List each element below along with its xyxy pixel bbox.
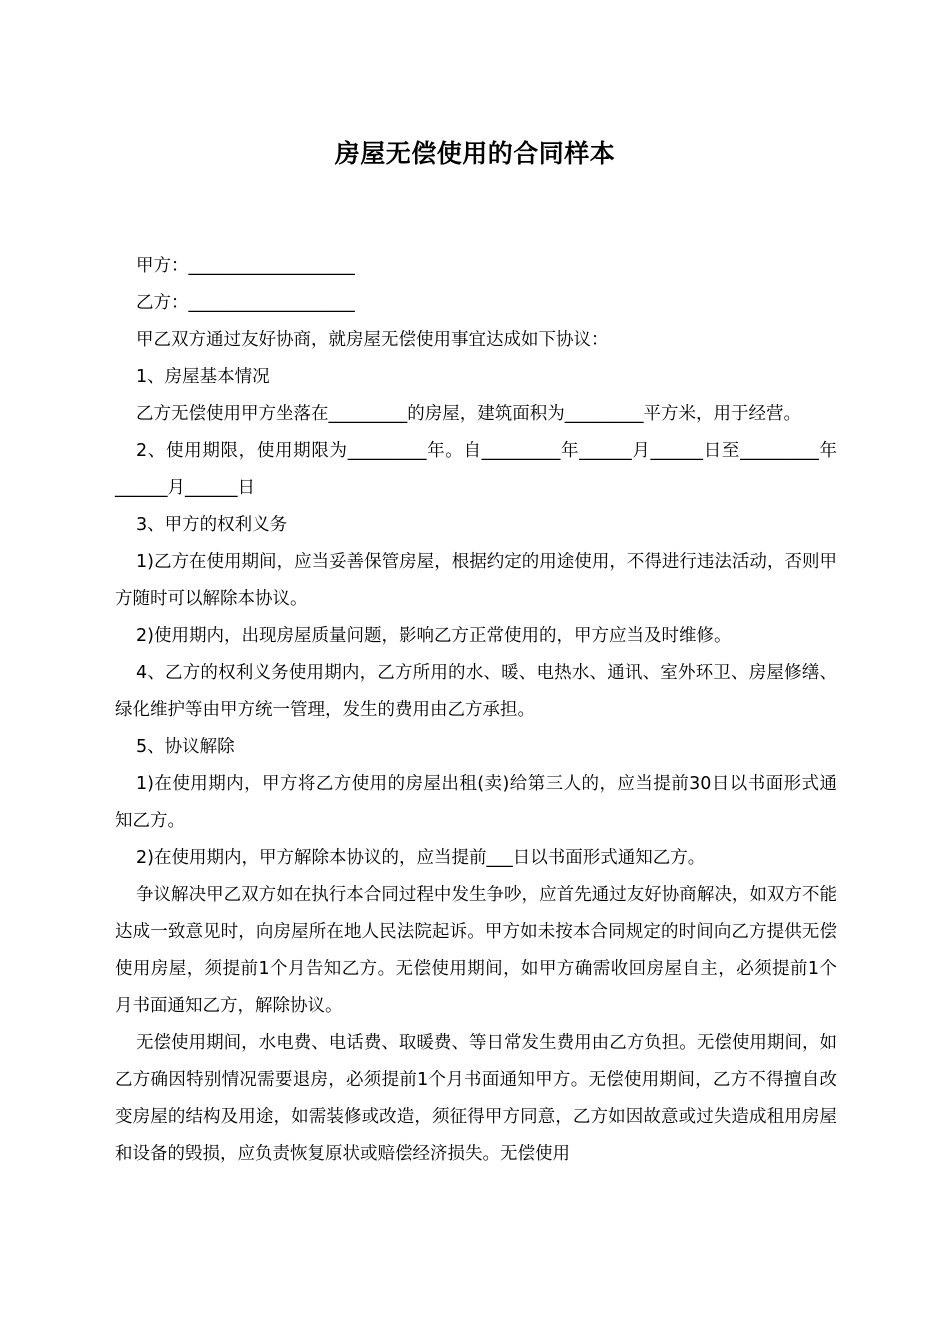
section-5-heading: 5、协议解除 <box>136 737 235 757</box>
section-1-heading: 1、房屋基本情况 <box>136 367 270 387</box>
party-a-label: 甲方： <box>136 256 189 276</box>
contract-body <box>115 248 837 1173</box>
dispute-paragraph: 争议解决甲乙双方如在执行本合同过程中发生争吵，应首先通过友好协商解决，如双方不能达成一致意见时，向房屋所在地人民法院起诉。甲方如未按本合同规定的时间向乙方提供无偿使用房屋，须提前1个月告知乙方。无偿使用期间，如甲方确需收回房屋自主，必须提前1个月书面通知乙方，解除协议。 <box>115 885 837 1016</box>
section-3-item-2: 2)使用期内，出现房屋质量问题，影响乙方正常使用的，甲方应当及时维修。 <box>136 626 732 646</box>
intro-paragraph: 甲乙双方通过友好协商，就房屋无偿使用事宜达成如下协议： <box>136 330 609 350</box>
party-a-line <box>115 248 837 285</box>
party-a-blank: ___________________ <box>188 256 355 276</box>
section-1-body: 乙方无偿使用甲方坐落在_________的房屋，建筑面积为_________平方米，用于经营。 <box>136 404 801 424</box>
section-4-body: 4、乙方的权利义务使用期内，乙方所用的水、暖、电热水、通讯、室外环卫、房屋修缮、绿化维护等由甲方统一管理，发生的费用由乙方承担。 <box>115 663 837 720</box>
section-5-item-1: 1)在使用期内，甲方将乙方使用的房屋出租(卖)给第三人的，应当提前30日以书面形式通知乙方。 <box>115 774 837 831</box>
section-3-item-1: 1)乙方在使用期间，应当妥善保管房屋，根据约定的用途使用，不得进行违法活动，否则甲方随时可以解除本协议。 <box>115 552 837 609</box>
section-2-term: 2、使用期限，使用期限为_________年。自_________年______月______日至_________年______月______日 <box>115 441 837 498</box>
party-b-blank: ___________________ <box>188 293 355 313</box>
section-5-item-2: 2)在使用期内，甲方解除本协议的，应当提前___日以书面形式通知乙方。 <box>136 848 706 868</box>
fees-paragraph: 无偿使用期间，水电费、电话费、取暖费、等日常发生费用由乙方负担。无偿使用期间，如乙方确因特别情况需要退房，必须提前1个月书面通知甲方。无偿使用期间，乙方不得擅自改变房屋的结构及用途，如需装修或改造，须征得甲方同意，乙方如因故意或过失造成租用房屋和设备的毁损，应负责恢复原状或赔偿经济损失。无偿使用 <box>115 1033 837 1164</box>
document-title: 房屋无偿使用的合同样本 <box>334 139 616 168</box>
section-3-heading: 3、甲方的权利义务 <box>136 515 288 535</box>
party-b-line <box>115 285 837 322</box>
party-b-label: 乙方： <box>136 293 189 313</box>
